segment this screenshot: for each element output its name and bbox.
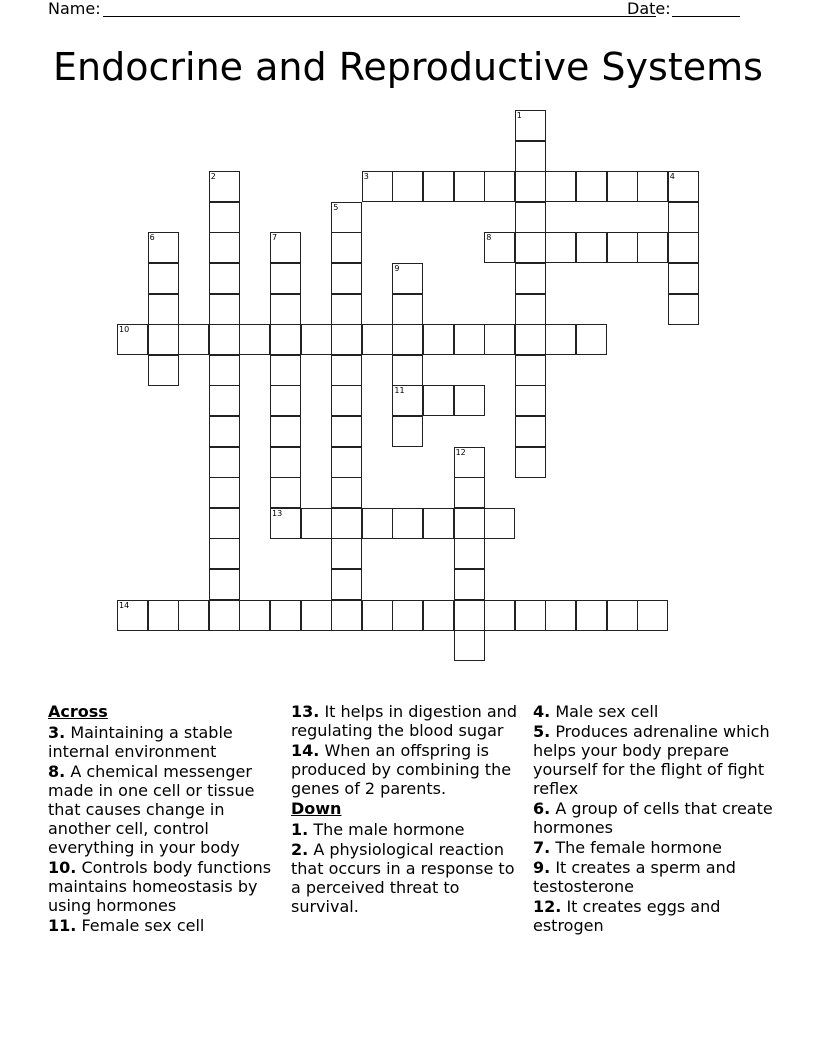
crossword-cell[interactable] xyxy=(331,600,362,631)
clue-text: Male sex cell xyxy=(555,702,659,721)
crossword-cell[interactable] xyxy=(392,508,423,539)
clue-number: 5. xyxy=(533,722,551,741)
down-heading: Down xyxy=(291,799,342,818)
clue-text: When an offspring is produced by combining the genes of 2 parents. xyxy=(291,741,512,798)
crossword-cell[interactable] xyxy=(515,324,546,355)
crossword-cell[interactable] xyxy=(209,538,240,569)
crossword-cell[interactable] xyxy=(454,630,485,661)
crossword-cell[interactable] xyxy=(148,600,179,631)
crossword-cell[interactable] xyxy=(454,171,485,202)
crossword-cell[interactable] xyxy=(301,324,332,355)
crossword-cell[interactable] xyxy=(209,600,240,631)
crossword-cell[interactable] xyxy=(392,263,423,294)
crossword-cell[interactable] xyxy=(392,416,423,447)
crossword-cell[interactable] xyxy=(331,202,362,233)
crossword-cell[interactable] xyxy=(637,171,668,202)
crossword-cell[interactable] xyxy=(515,263,546,294)
crossword-cell[interactable] xyxy=(209,508,240,539)
crossword-cell[interactable] xyxy=(331,508,362,539)
cell-number: 5 xyxy=(333,202,339,212)
cell-number: 2 xyxy=(210,172,216,182)
crossword-cell[interactable] xyxy=(270,324,301,355)
crossword-cell[interactable] xyxy=(607,600,638,631)
crossword-cell[interactable] xyxy=(637,600,668,631)
clue-number: 2. xyxy=(291,840,309,859)
across-heading: Across xyxy=(48,702,108,721)
crossword-cell[interactable] xyxy=(576,600,607,631)
cell-number: 8 xyxy=(486,233,492,243)
clue-number: 12. xyxy=(533,897,562,916)
crossword-cell[interactable] xyxy=(515,600,546,631)
clue-across-14 xyxy=(291,741,529,798)
clue-down-2 xyxy=(291,840,529,916)
crossword-cell[interactable] xyxy=(484,508,515,539)
crossword-cell[interactable] xyxy=(209,232,240,263)
clue-down-9 xyxy=(533,858,773,896)
clue-text: It creates eggs and estrogen xyxy=(533,897,721,935)
clue-down-4 xyxy=(533,702,773,721)
crossword-cell[interactable] xyxy=(239,324,270,355)
crossword-cell[interactable] xyxy=(515,232,546,263)
crossword-cell[interactable] xyxy=(515,202,546,233)
crossword-cell[interactable] xyxy=(209,294,240,325)
crossword-cell[interactable] xyxy=(117,324,148,355)
crossword-cell[interactable] xyxy=(576,232,607,263)
crossword-cell[interactable] xyxy=(454,324,485,355)
crossword-cell[interactable] xyxy=(515,171,546,202)
crossword-cell[interactable] xyxy=(454,600,485,631)
crossword-cell[interactable] xyxy=(515,385,546,416)
crossword-cell[interactable] xyxy=(392,324,423,355)
crossword-cell[interactable] xyxy=(423,385,454,416)
crossword-cell[interactable] xyxy=(607,171,638,202)
clue-text: Female sex cell xyxy=(81,916,205,935)
date-label: Date: xyxy=(627,0,671,18)
crossword-cell[interactable] xyxy=(331,447,362,478)
crossword-cell[interactable] xyxy=(423,171,454,202)
crossword-cell[interactable] xyxy=(209,477,240,508)
crossword-cell[interactable] xyxy=(331,263,362,294)
crossword-cell[interactable] xyxy=(209,324,240,355)
clue-down-6 xyxy=(533,799,773,837)
name-label: Name: xyxy=(48,0,101,18)
crossword-cell[interactable] xyxy=(362,600,393,631)
page-title: Endocrine and Reproductive Systems xyxy=(53,45,763,89)
crossword-cell[interactable] xyxy=(484,600,515,631)
crossword-cell[interactable] xyxy=(331,355,362,386)
crossword-cell[interactable] xyxy=(117,600,148,631)
crossword-cell[interactable] xyxy=(392,171,423,202)
clue-number: 6. xyxy=(533,799,551,818)
crossword-cell[interactable] xyxy=(668,263,699,294)
crossword-cell[interactable] xyxy=(362,324,393,355)
clue-text: A chemical messenger made in one cell or tissue that causes change in another cell, control everything in your body xyxy=(48,762,255,857)
crossword-cell[interactable] xyxy=(209,355,240,386)
crossword-cell[interactable] xyxy=(209,569,240,600)
crossword-cell[interactable] xyxy=(148,294,179,325)
crossword-cell[interactable] xyxy=(301,508,332,539)
crossword-cell[interactable] xyxy=(392,385,423,416)
crossword-cell[interactable] xyxy=(209,385,240,416)
crossword-cell[interactable] xyxy=(668,294,699,325)
crossword-cell[interactable] xyxy=(148,324,179,355)
crossword-cell[interactable] xyxy=(331,416,362,447)
crossword-cell[interactable] xyxy=(331,385,362,416)
crossword-cell[interactable] xyxy=(270,385,301,416)
crossword-cell[interactable] xyxy=(392,600,423,631)
crossword-cell[interactable] xyxy=(270,508,301,539)
crossword-cell[interactable] xyxy=(515,141,546,172)
clue-across-11 xyxy=(48,916,280,935)
crossword-cell[interactable] xyxy=(362,508,393,539)
cell-number: 1 xyxy=(516,111,522,120)
crossword-cell[interactable] xyxy=(454,477,485,508)
crossword-cell[interactable] xyxy=(515,110,546,141)
clue-text: A physiological reaction that occurs in a response to a perceived threat to survival. xyxy=(291,840,515,916)
crossword-cell[interactable] xyxy=(148,263,179,294)
crossword-cell[interactable] xyxy=(270,477,301,508)
clue-down-7 xyxy=(533,838,773,857)
clue-number: 10. xyxy=(48,858,77,877)
clue-text: A group of cells that create hormones xyxy=(533,799,773,837)
crossword-cell[interactable] xyxy=(148,355,179,386)
cell-number: 13 xyxy=(272,508,283,518)
clue-down-12 xyxy=(533,897,773,935)
clue-number: 14. xyxy=(291,741,320,760)
clue-number: 4. xyxy=(533,702,551,721)
clue-number: 7. xyxy=(533,838,551,857)
crossword-cell[interactable] xyxy=(209,202,240,233)
cell-number: 4 xyxy=(669,172,675,182)
crossword-cell[interactable] xyxy=(148,232,179,263)
cell-number: 12 xyxy=(455,447,466,457)
clue-text: Produces adrenaline which helps your body prepare yourself for the flight of fight reflex xyxy=(533,722,770,798)
clue-column-1 xyxy=(48,702,280,936)
crossword-cell[interactable] xyxy=(270,263,301,294)
clue-across-10 xyxy=(48,858,280,915)
crossword-cell[interactable] xyxy=(331,232,362,263)
crossword-cell[interactable] xyxy=(209,447,240,478)
clue-number: 13. xyxy=(291,702,320,721)
crossword-cell[interactable] xyxy=(423,324,454,355)
crossword-cell[interactable] xyxy=(178,324,209,355)
clue-column-3 xyxy=(533,702,773,936)
crossword-cell[interactable] xyxy=(454,508,485,539)
clue-text: Maintaining a stable internal environment xyxy=(48,723,233,761)
crossword-cell[interactable] xyxy=(484,232,515,263)
crossword-cell[interactable] xyxy=(209,171,240,202)
crossword-cell[interactable] xyxy=(545,232,576,263)
crossword-cell[interactable] xyxy=(607,232,638,263)
crossword-cell[interactable] xyxy=(576,171,607,202)
crossword-cell[interactable] xyxy=(178,600,209,631)
crossword-cell[interactable] xyxy=(454,538,485,569)
clue-number: 3. xyxy=(48,723,66,742)
crossword-cell[interactable] xyxy=(484,324,515,355)
clue-text: The female hormone xyxy=(555,838,722,857)
crossword-cell[interactable] xyxy=(331,477,362,508)
crossword-cell[interactable] xyxy=(392,294,423,325)
crossword-cell[interactable] xyxy=(454,385,485,416)
crossword-cell[interactable] xyxy=(668,232,699,263)
crossword-cell[interactable] xyxy=(331,324,362,355)
clue-across-13 xyxy=(291,702,529,740)
crossword-cell[interactable] xyxy=(454,569,485,600)
crossword-cell[interactable] xyxy=(515,355,546,386)
clue-across-3 xyxy=(48,723,280,761)
crossword-cell[interactable] xyxy=(668,202,699,233)
cell-number: 7 xyxy=(272,233,278,243)
crossword-cell[interactable] xyxy=(270,232,301,263)
cell-number: 14 xyxy=(119,600,130,610)
crossword-cell[interactable] xyxy=(576,324,607,355)
crossword-cell[interactable] xyxy=(239,600,270,631)
crossword-cell[interactable] xyxy=(270,355,301,386)
crossword-cell[interactable] xyxy=(331,569,362,600)
crossword-cell[interactable] xyxy=(545,171,576,202)
crossword-cell[interactable] xyxy=(392,355,423,386)
crossword-cell[interactable] xyxy=(545,600,576,631)
crossword-cell[interactable] xyxy=(331,294,362,325)
crossword-cell[interactable] xyxy=(209,416,240,447)
crossword-cell[interactable] xyxy=(484,171,515,202)
cell-number: 11 xyxy=(394,386,405,396)
crossword-cell[interactable] xyxy=(301,600,332,631)
crossword-cell[interactable] xyxy=(270,600,301,631)
clue-down-1 xyxy=(291,820,529,839)
crossword-cell[interactable] xyxy=(423,508,454,539)
clue-number: 8. xyxy=(48,762,66,781)
crossword-cell[interactable] xyxy=(515,416,546,447)
clue-number: 11. xyxy=(48,916,77,935)
crossword-cell[interactable] xyxy=(331,538,362,569)
crossword-cell[interactable] xyxy=(209,263,240,294)
clue-number: 1. xyxy=(291,820,309,839)
crossword-cell[interactable] xyxy=(270,416,301,447)
crossword-cell[interactable] xyxy=(515,447,546,478)
crossword-cell[interactable] xyxy=(454,447,485,478)
crossword-cell[interactable] xyxy=(515,294,546,325)
cell-number: 3 xyxy=(363,172,369,182)
clue-text: It creates a sperm and testosterone xyxy=(533,858,736,896)
clue-number: 9. xyxy=(533,858,551,877)
crossword-cell[interactable] xyxy=(270,294,301,325)
cell-number: 6 xyxy=(149,233,155,243)
crossword-cell[interactable] xyxy=(545,324,576,355)
clue-down-5 xyxy=(533,722,773,798)
cell-number: 9 xyxy=(394,264,400,273)
crossword-cell[interactable] xyxy=(362,171,393,202)
clue-column-2 xyxy=(291,702,529,917)
crossword-cell[interactable] xyxy=(270,447,301,478)
clue-text: It helps in digestion and regulating the blood sugar xyxy=(291,702,517,740)
clue-across-8 xyxy=(48,762,280,857)
crossword-cell[interactable] xyxy=(668,171,699,202)
crossword-cell[interactable] xyxy=(423,600,454,631)
crossword-cell[interactable] xyxy=(637,232,668,263)
clue-text: Controls body functions maintains homeostasis by using hormones xyxy=(48,858,272,915)
cell-number: 10 xyxy=(119,325,130,335)
clue-text: The male hormone xyxy=(313,820,465,839)
